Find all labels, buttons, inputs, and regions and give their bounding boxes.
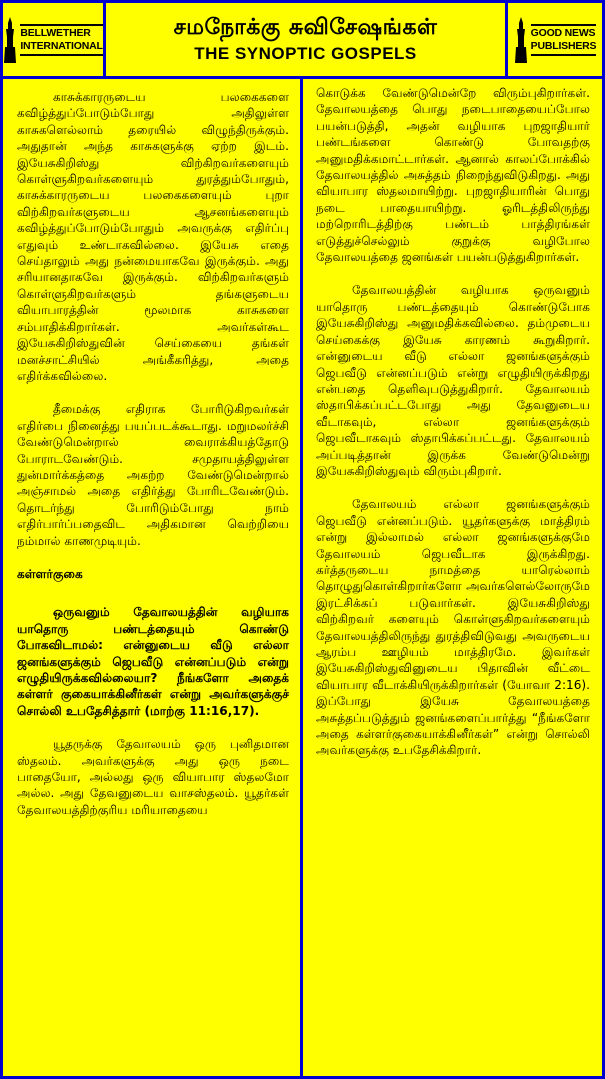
logo-right-line2: PUBLISHERS <box>530 39 597 52</box>
bellwether-logo <box>3 3 106 76</box>
left-paragraph-1: காசுக்காரருடைய பலகைகளை கவிழ்த்துப்போடும்போது அதிலுள்ள காசுகளெல்லாம் தரையில் விழுந்திருக்கும். அதுதான் அந்த காசுகளுக்கு ஏற்ற இடம். இயேசுகிறிஸ்து விற்கிறவர்களையும் கொள்ளுகிறவர்களையும் துரத்தும்போதும், காசுக்காரருடைய பலகைகளையும் புறா விற்கிறவர்களுடைய ஆசனங்களையும் கவிழ்த்துப்போடும்போதும் அவருக்கு எதிர்ப்பு எதுவும் உண்டாகவில்லை. இயேசு எதை செய்தாலும் அது நன்மையாகவே இருக்கும். அது சரியானதாகவே இருக்கும். விற்கிறவர்களும் கொள்ளுகிறவர்களும் தங்களுடைய வியாபாரத்தின் மூலமாக காசுகளை சம்பாதிக்கிறார்கள். அவர்கள்கூட இயேசுகிறிஸ்துவின் செய்கையை தங்கள் மனச்சாட்சியில் அங்கீகரித்து, அதை எதிர்க்கவில்லை. <box>17 90 289 383</box>
title-block <box>106 3 505 76</box>
scripture-quote: ஒருவனும் தேவாலயத்தின் வழியாக யாதொரு பண்டத்தையும் கொண்டு போகவிடாமல்: என்னுடைய வீடு எல்லா ஜனங்களுக்கும் ஜெபவீடு என்னப்படும் என்று எழுதியிருக்கவில்லையா? நீங்களோ அதைக் கள்ளர் குகையாக்கினீர்கள் என்று அவர்களுக்குச் சொல்லி உபதேசித்தார் (மாற்கு 11:16,17). <box>17 605 289 718</box>
logo-left-line1: BELLWETHER <box>20 26 91 39</box>
page-header <box>3 3 602 76</box>
bellwether-logo-text <box>20 24 102 56</box>
page-title-english: THE SYNOPTIC GOSPELS <box>194 43 417 63</box>
good-news-logo <box>505 3 602 76</box>
left-column <box>3 79 300 1076</box>
right-paragraph-3: தேவாலயம் எல்லா ஜனங்களுக்கும் ஜெபவீடு என்னப்படும். யூதர்களுக்கு மாத்திரம் என்று இல்லாமல் எல்லா ஜனங்களுக்குமே தேவாலயம் ஜெபவீடாக இருக்கிறது. கர்த்தருடைய நாமத்தை யாரெல்லாம் தொழுதுகொள்கிறார்களோ அவர்களெல்லோருமே இரட்சிக்கப் படுவார்கள். இயேசுகிறிஸ்து விற்கிறவர் களையும் கொள்ளுகிறவர்களையும் தேவாலயத்திலிருந்து துரத்திவிடுவது அவருடைய ஆரம்ப ஊழியம் மாத்திரமே. இவர்கள் இயேசுகிறிஸ்துவினுடைய பிதாவின் வீட்டை வியாபார வீடாக்கியிருக்கிறார்கள் (யோவா 2:16). இப்போது இயேசு தேவாலயத்தை அசுத்தப்படுத்தும் ஜனங்களைப்பார்த்து “நீங்களோ அதை கள்ளர்குகையாக்கினீர்கள்” என்று சொல்லி அவர்களுக்கு உபதேசிக்கிறார். <box>316 497 590 758</box>
left-paragraph-2: தீமைக்கு எதிராக போரிடுகிறவர்கள் எதிர்பை நினைத்து பயப்படக்கூடாது. மறுமலர்ச்சி வேண்டுமென்றால் வைராக்கியத்தோடு போராடவேண்டும். சமுதாயத்திலுள்ள துன்மார்க்கத்தை அகற்ற வேண்டுமென்றால் அஞ்சாமல் அதை எதிர்த்து போரிடவேண்டும். தொடர்ந்து போரிடும்போது நாம் எதிர்பார்ப்பதைவிட அதிகமான வெற்றியை நம்மால் காணமுடியும். <box>17 402 289 548</box>
page-title-tamil: சமநோக்கு சுவிசேஷங்கள் <box>173 14 438 40</box>
good-news-logo-text <box>531 24 597 56</box>
bell-tower-icon <box>514 17 528 63</box>
logo-left-line2: INTERNATIONAL <box>20 39 103 52</box>
right-paragraph-1: கொடுக்க வேண்டுமென்றே விரும்புகிறார்கள். தேவாலயத்தை பொது நடைபாதையைப்போல பயன்படுத்தி, அதன் வழியாக புறஜாதியார் பண்டங்களை கொண்டு போவதற்கு அனுமதிக்கமாட்டார்கள். ஆனால் காலப்போக்கில் தேவாலயத்தில் அசுத்தம் நிறைந்துவிடுகிறது. அது வியாபார ஸ்தலமாயிற்று. புறஜாதியாரின் பொது நடை பாதையாயிற்று. ஓரிடத்திலிருந்து மற்றொரிடத்திற்கு பண்டம் பாத்திரங்கள் எடுத்துச்செல்லும் குறுக்கு வழிபோல தேவாலயத்தை ஜனங்கள் பயன்படுத்துகிறார்கள். <box>316 86 590 265</box>
section-heading: கள்ளர்குகை <box>17 566 83 581</box>
right-column <box>303 79 602 1076</box>
bell-tower-icon <box>3 17 17 63</box>
right-paragraph-2: தேவாலயத்தின் வழியாக ஒருவனும் யாதொரு பண்டத்தையும் கொண்டுபோக இயேசுகிறிஸ்து அனுமதிக்கவில்லை. தம்முடைய செய்கைக்கு இயேசு காரணம் கூறுகிறார். என்னுடைய வீடு எல்லா ஜனங்களுக்கும் ஜெபவீடு என்னப்படும் என்று எழுதியிருக்கிறது என்பதை தெளிவுபடுத்துகிறார். தேவாலயம் ஸ்தாபிக்கப்பட்டபோது அது தேவனுடைய வீடாகவும், எல்லா ஜனங்களுக்கும் ஜெபவீடாகவும் ஸ்தாபிக்கப்பட்டது. தேவாலயம் அப்படித்தான் இருக்க வேண்டுமென்று இயேசுகிறிஸ்துவும் விரும்புகிறார். <box>316 283 590 478</box>
left-paragraph-3: யூதருக்கு தேவாலயம் ஒரு புனிதமான ஸ்தலம். அவர்களுக்கு அது ஒரு நடை பாதையோ, அல்லது ஒரு வியாபார ஸ்தலமோ அல்ல. அது தேவனுடைய வாசஸ்தலம். யூதர்கள் தேவாலயத்திற்குரிய மரியாதையை <box>17 737 289 817</box>
logo-right-line1: GOOD NEWS <box>530 26 596 39</box>
